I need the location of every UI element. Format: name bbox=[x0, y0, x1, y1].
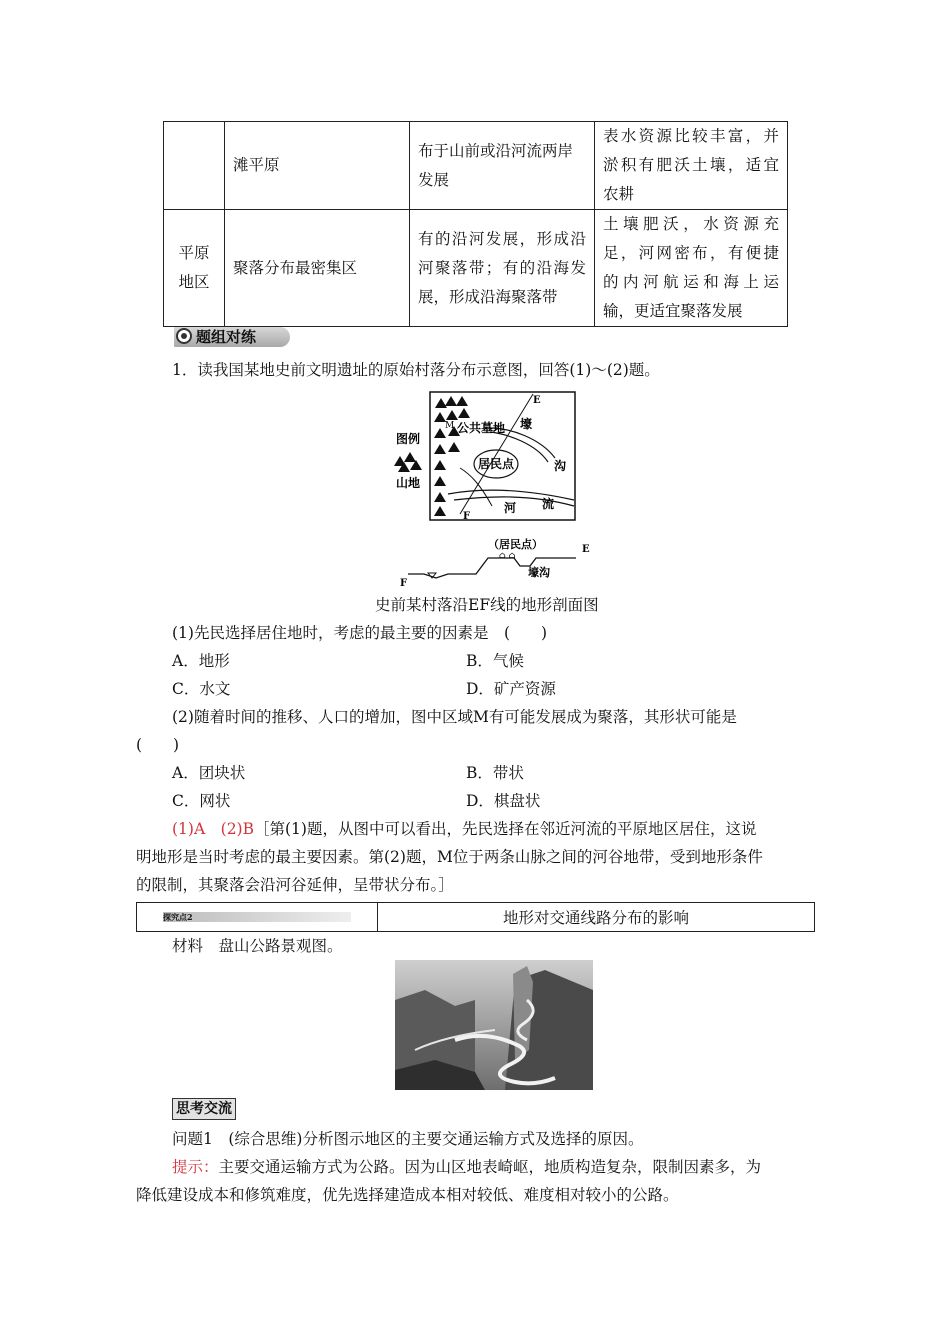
answer-line-2: 明地形是当时考虑的最主要因素。第(2)题，M位于两条山脉之间的河谷地带，受到地形条件 bbox=[136, 848, 763, 866]
label-river-1: 河 bbox=[504, 501, 517, 515]
cell-line: 河聚落带；有的沿海发 bbox=[418, 258, 586, 277]
label-f: F bbox=[463, 511, 471, 522]
label-settlement: 居民点 bbox=[478, 457, 515, 471]
think-box: 思考交流 bbox=[172, 1098, 236, 1120]
hint-label: 提示： bbox=[172, 1158, 219, 1176]
section-badge-label: 题组对练 bbox=[196, 328, 257, 346]
profile-settlement: （居民点） bbox=[488, 538, 543, 551]
answer-key: (1)A (2)B bbox=[172, 820, 254, 838]
label-ditch-1: 壕 bbox=[520, 417, 533, 431]
probe-table bbox=[136, 902, 815, 932]
option-d: D．矿产资源 bbox=[466, 680, 556, 698]
legend-label: 山地 bbox=[396, 476, 421, 490]
option-a: A．地形 bbox=[172, 652, 230, 670]
table-cell bbox=[410, 122, 595, 210]
profile-houses: ⌂ ⌂ bbox=[499, 551, 516, 561]
option-c: C．网状 bbox=[172, 792, 231, 810]
hint-text: 主要交通运输方式为公路。因为山区地表崎岖，地质构造复杂，限制因素多，为 bbox=[218, 1158, 762, 1176]
table-cell bbox=[164, 122, 225, 210]
cell-text: 聚落分布最密集区 bbox=[233, 258, 358, 277]
profile-ditch: 壕沟 bbox=[528, 566, 550, 579]
sub-question-1: (1)先民选择居住地时，考虑的最主要的因素是 ( ) bbox=[172, 624, 548, 642]
table-cell bbox=[595, 122, 788, 210]
label-cemetery: 公共墓地 bbox=[457, 421, 506, 435]
cell-line: 布于山前或沿河流两岸 bbox=[418, 141, 574, 160]
question-stem: 1．读我国某地史前文明遗址的原始村落分布示意图，回答(1)～(2)题。 bbox=[172, 361, 660, 379]
cell-line: 淤积有肥沃土壤，适宜 bbox=[603, 156, 779, 174]
cell-line: 输，更适宜聚落发展 bbox=[603, 302, 743, 320]
problem-1: 问题1 (综合思维)分析图示地区的主要交通运输方式及选择的原因。 bbox=[172, 1130, 644, 1148]
label-e: E bbox=[533, 395, 541, 406]
legend-title: 图例 bbox=[396, 432, 421, 446]
table-cell bbox=[410, 210, 595, 327]
profile-e: E bbox=[582, 544, 590, 555]
cell-text: 滩平原 bbox=[233, 156, 280, 174]
cell-line: 农耕 bbox=[603, 185, 635, 203]
target-icon bbox=[176, 328, 192, 344]
option-c: C．水文 bbox=[172, 680, 231, 698]
profile-f: F bbox=[400, 578, 408, 589]
table-cell bbox=[225, 122, 410, 210]
answer-line-3: 的限制，其聚落会沿河谷延伸，呈带状分布。］ bbox=[136, 876, 454, 894]
label-m: M bbox=[445, 421, 455, 431]
cell-line: 平原 bbox=[178, 244, 210, 262]
profile-diagram bbox=[396, 532, 604, 590]
cell-line: 展，形成沿海聚落带 bbox=[418, 287, 558, 306]
cell-line: 发展 bbox=[418, 170, 450, 189]
village-map bbox=[390, 388, 590, 524]
probe-tag-cell bbox=[137, 903, 378, 932]
probe-tag: 探究点2 bbox=[163, 912, 351, 922]
mountain-road-photo bbox=[395, 960, 593, 1090]
answer-text: ［第(1)题，从图中可以看出，先民选择在邻近河流的平原地区居住，这说 bbox=[254, 820, 757, 838]
cell-line: 有的沿河发展，形成沿 bbox=[418, 229, 586, 248]
cell-line: 足，河网密布，有便捷 bbox=[603, 244, 779, 262]
cell-line: 地区 bbox=[178, 273, 210, 291]
option-b: B．气候 bbox=[466, 652, 524, 670]
hint-line-1 bbox=[172, 1153, 761, 1181]
table-cell bbox=[164, 210, 225, 327]
table-cell bbox=[595, 210, 788, 327]
cell-line: 的内河航运和海上运 bbox=[603, 273, 779, 291]
answer-line-1 bbox=[172, 815, 756, 843]
cell-line: 土壤肥沃，水资源充 bbox=[603, 215, 779, 233]
option-a: A．团块状 bbox=[172, 764, 246, 782]
sub-question-2: (2)随着时间的推移、人口的增加，图中区域M有可能发展成为聚落，其形状可能是 bbox=[172, 708, 737, 726]
option-b: B．带状 bbox=[466, 764, 524, 782]
option-d: D．棋盘状 bbox=[466, 792, 541, 810]
settlement-table bbox=[163, 121, 788, 327]
table-cell bbox=[225, 210, 410, 327]
figure-caption: 史前某村落沿EF线的地形剖面图 bbox=[375, 596, 599, 614]
cell-line: 表水资源比较丰富，并 bbox=[603, 127, 779, 145]
label-ditch-2: 沟 bbox=[554, 459, 567, 473]
hint-line-2: 降低建设成本和修筑难度，优先选择建造成本相对较低、难度相对较小的公路。 bbox=[136, 1186, 679, 1204]
sub-question-2-paren: ( ) bbox=[136, 736, 180, 754]
section-badge bbox=[174, 327, 290, 347]
label-river-2: 流 bbox=[542, 497, 555, 511]
material-text: 材料 盘山公路景观图。 bbox=[172, 937, 343, 955]
probe-title: 地形对交通线路分布的影响 bbox=[378, 903, 815, 932]
